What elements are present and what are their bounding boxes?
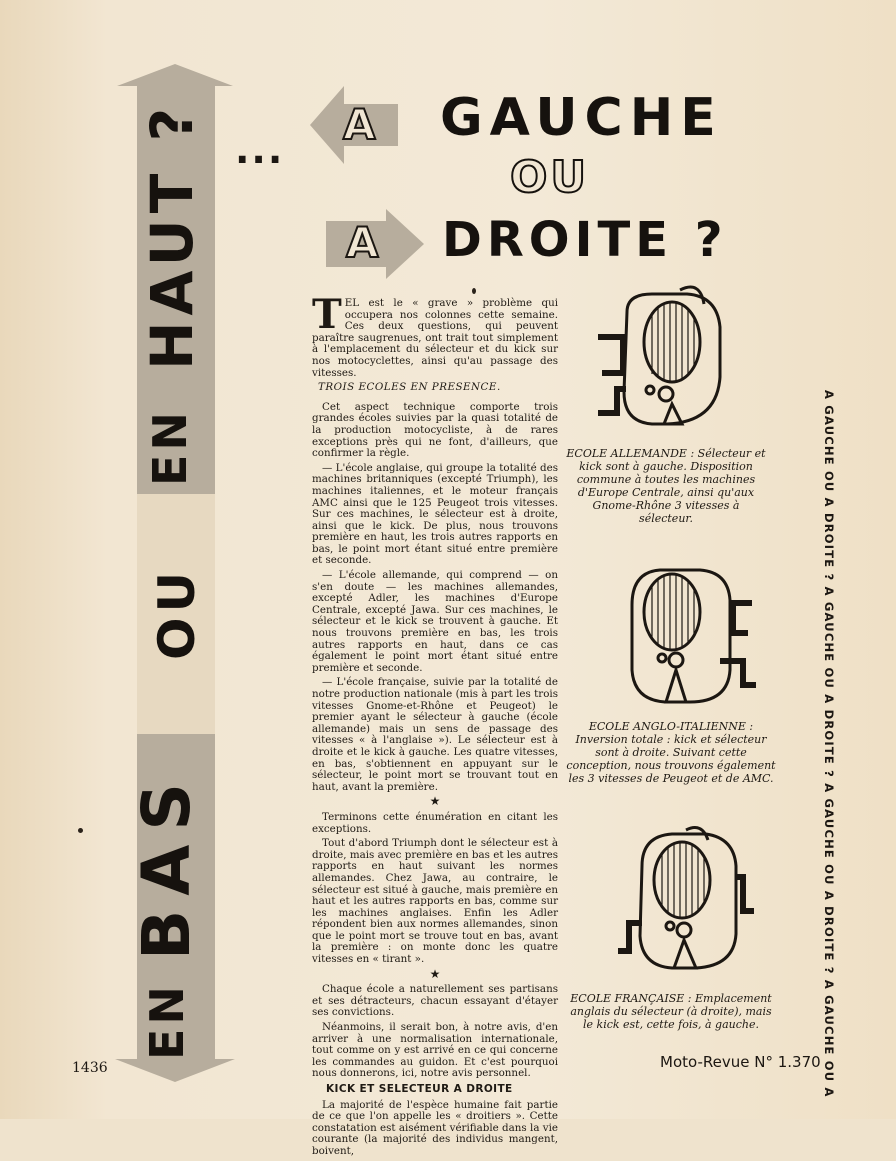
caption-title: ECOLE FRANÇAISE : xyxy=(570,992,692,1005)
title-gauche: GAUCHE xyxy=(440,88,723,148)
title-ou: OU xyxy=(510,152,590,203)
caption-title: ECOLE ALLEMANDE : xyxy=(566,447,695,460)
star-separator: ★ xyxy=(429,794,441,809)
paragraph: La majorité de l'espèce humaine fait partie de ce que l'on appelle les « droitiers ». Cette constatation est aisément vérifiable dans la vie courante (la majorité des individus mangent, boivent, xyxy=(312,1098,558,1157)
paragraph: Terminons cette énumération en citant les exceptions. xyxy=(312,810,558,835)
ink-speck xyxy=(472,288,476,294)
subheading-kick-selecteur: KICK ET SELECTEUR A DROITE xyxy=(326,1083,513,1095)
intro-text: EL est le « grave » problème qui occupera nos colonnes cette semaine. Ces deux questions, qui peuvent paraître saugrenues, ont trait tout simplement à l'emplacement du sélecteur et du kick sur nos motocyclettes, ainsi qu'au passage des vitesses. xyxy=(312,297,558,379)
caption-title: ECOLE ANGLO-ITALIENNE : xyxy=(588,720,754,733)
caption-francaise xyxy=(566,992,776,1031)
right-margin-strip xyxy=(812,390,836,1100)
paragraph: — L'école française, suivie par la totalité de notre production nationale (mis à part les trois vitesses Gnome-et-Rhône et Peugeot) le premier ayant le sélecteur à gauche (école allemande) mais un sens de passage des vitesses « à l'anglaise »). Le sélecteur est à droite et le kick à gauche. Les quatre vitesses, en bas, s'obtiennent en appuyant sur le sélecteur, le point mort se trouvant tout en haut, avant la première. xyxy=(312,676,558,793)
paragraph: Cet aspect technique comporte trois grandes écoles suivies par la quasi totalité de la production motocycliste, à de rares exceptions près qui ne font, d'ailleurs, que confirmer la règle. xyxy=(312,400,558,460)
engine-diagram-allemande xyxy=(592,282,732,432)
paragraph: Chaque école a naturellement ses partisans et ses détracteurs, chacun essayant d'étayer ses convictions. xyxy=(312,983,558,1019)
ellipsis-dots: ... xyxy=(235,128,285,172)
text-haut: HAUT ? xyxy=(138,101,206,370)
text-en-bottom: EN xyxy=(140,982,194,1060)
arrow-right-letter: A xyxy=(346,218,379,267)
engine-diagram-anglo-italienne xyxy=(620,560,760,710)
subheading-trois-ecoles: TROIS ECOLES EN PRESENCE. xyxy=(318,381,501,394)
paragraph-intro xyxy=(312,291,558,379)
drop-cap: T xyxy=(312,291,342,338)
ink-speck xyxy=(78,828,83,833)
paragraph: — L'école allemande, qui comprend — on s'en doute — les machines allemandes, excepté Adler, les machines d'Europe Centrale, excepté Jawa. Sur ces machines, le sélecteur et le kick se trouvent à gauche. Et nous trouvons première en bas, les trois autres rapports en haut, dans ce cas également le point mort étant situé entre première et seconde. xyxy=(312,569,558,674)
arrow-left-letter: A xyxy=(343,100,376,149)
paragraph: Néanmoins, il serait bon, à notre avis, d'en arriver à une normalisation internationale, tout comme on y est arrivé en ce qui concerne les commandes au guidon. Et c'est pourquoi nous donnerons, ici, notre avis personnel. xyxy=(312,1021,558,1080)
caption-text: Sélecteur et kick sont à gauche. Disposition commune à toutes les machines d'Europe Centrale, ainsi qu'aux Gnome-Rhône 3 vitesses à sélecteur. xyxy=(576,447,766,525)
text-bas: BAS xyxy=(128,769,205,960)
star-separator: ★ xyxy=(429,966,441,981)
right-margin-slogan: A GAUCHE OU A DROITE ? A GAUCHE OU A DROITE ? A GAUCHE OU A DROITE ? A GAUCHE OU A xyxy=(822,390,836,1098)
paragraph: — L'école anglaise, qui groupe la totalité des machines britanniques (excepté Triumph), les machines italiennes, et le moteur français AMC ainsi que le 125 Peugeot trois vitesses. Sur ces machines, le sélecteur est à droite, ainsi que le kick. De plus, nous trouvons première en haut, les trois autres rapports en bas, le point mort étant situé entre première et seconde. xyxy=(312,461,558,567)
paragraph: Tout d'abord Triumph dont le sélecteur est à droite, mais avec première en bas et les autres rapports en haut suivant les normes allemandes. Chez Jawa, au contraire, le sélecteur est situé à gauche, mais première en haut et les autres rapports en bas, comme sur les machines anglaises. Enfin les Adler répondent bien aux normes allemandes, sinon que le point mort se trouve tout en bas, avant la première : on monte donc les quatre vitesses en « tirant ». xyxy=(312,837,558,966)
text-en-top: EN xyxy=(143,408,197,486)
caption-text: Emplacement anglais du sélecteur (à droite), mais le kick est, cette fois, à gauche. xyxy=(570,992,772,1031)
caption-anglo-italienne xyxy=(566,720,776,785)
magazine-issue: Moto-Revue N° 1.370 xyxy=(660,1053,821,1071)
article-body xyxy=(312,291,558,1161)
caption-allemande xyxy=(566,447,766,525)
engine-diagram-francaise xyxy=(616,826,756,976)
page-number: 1436 xyxy=(72,1060,108,1076)
text-ou-vertical: OU xyxy=(148,566,206,660)
title-droite: DROITE ? xyxy=(442,212,728,268)
caption-text: Inversion totale : kick et sélecteur sont à droite. Suivant cette conception, nous trouvons également les 3 vitesses de Peugeot et de AMC. xyxy=(566,733,776,785)
